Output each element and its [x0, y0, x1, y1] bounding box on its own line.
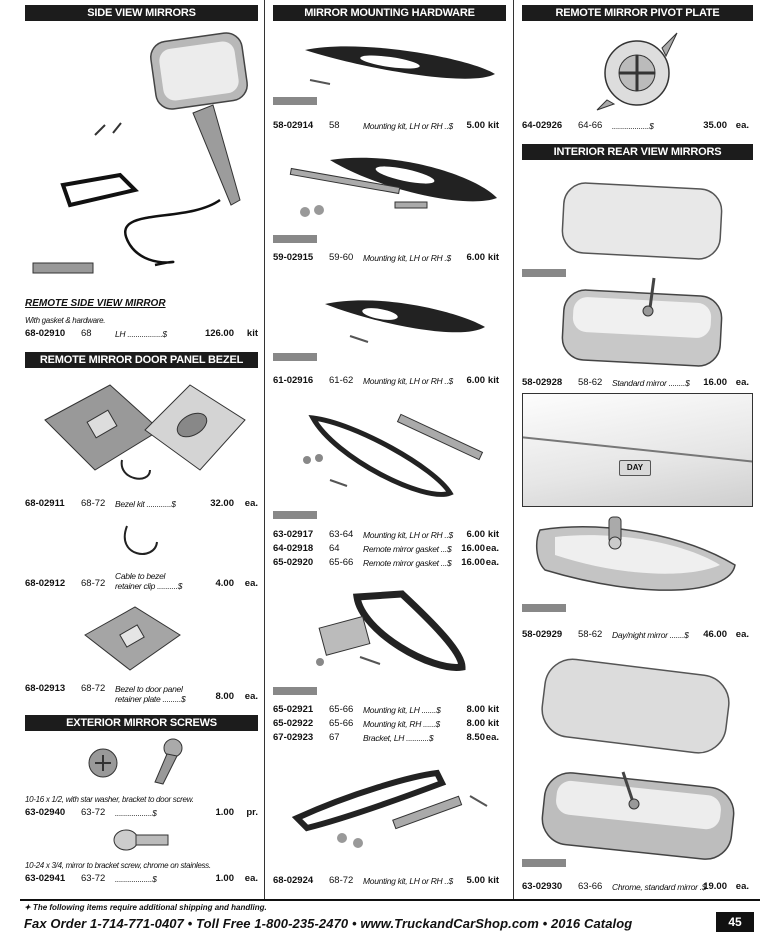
unit: ea.	[735, 377, 749, 388]
part-number: 58-02928	[522, 377, 563, 388]
part-number: 63-02941	[25, 873, 66, 884]
pivot-plate-image	[592, 28, 682, 113]
description: retainer clip ..........$	[115, 581, 183, 591]
description: Cable to bezel	[115, 571, 166, 581]
contact-line: Fax Order 1-714-771-0407 • Toll Free 1-800-235-2470 • www.TruckandCarShop.com • 2016 Catalog	[24, 916, 633, 931]
years: 63-64	[329, 529, 354, 540]
section-header-ext-screws: EXTERIOR MIRROR SCREWS	[25, 715, 258, 731]
chrome-mirror-image	[538, 662, 738, 862]
price: 8.00	[466, 704, 485, 715]
unit: pr.	[246, 807, 258, 818]
years: 65-66	[329, 557, 354, 568]
price: 6.00	[466, 375, 485, 386]
unit: kit	[487, 718, 499, 729]
catalog-row	[25, 683, 258, 707]
unit: ea.	[485, 543, 499, 554]
years: 58-62	[578, 629, 603, 640]
price: 8.00	[215, 691, 234, 702]
maker-logo-icon	[522, 858, 566, 868]
screw-note: 10-16 x 1/2, with star washer, bracket to door screw.	[25, 795, 194, 804]
part-number: 65-02920	[273, 557, 314, 568]
description: Mounting kit, RH ......$	[363, 719, 440, 729]
shipping-note: ✦ The following items require additional shipping and handling.	[24, 903, 267, 912]
remote-side-mirror-image	[25, 25, 258, 285]
description: Mounting kit, LH or RH ..$	[363, 876, 453, 886]
unit: kit	[487, 704, 499, 715]
price: 8.00	[466, 718, 485, 729]
unit: ea.	[485, 557, 499, 568]
mounting-kit-image	[312, 592, 472, 680]
price: 5.00	[466, 875, 485, 886]
unit: ea.	[244, 691, 258, 702]
section-header-side-view: SIDE VIEW MIRRORS	[25, 5, 258, 21]
years: 58-62	[578, 377, 603, 388]
part-number: 68-02913	[25, 683, 66, 694]
years: 63-72	[81, 873, 106, 884]
description: Mounting kit, LH or RH ..$	[363, 530, 453, 540]
unit: ea.	[244, 873, 258, 884]
maker-logo-icon	[522, 268, 566, 278]
part-number: 65-02921	[273, 704, 314, 715]
price: 1.00	[215, 873, 234, 884]
part-number: 63-02930	[522, 881, 563, 892]
standard-mirror-image	[558, 178, 728, 368]
day-night-detail-panel	[522, 393, 753, 507]
part-number: 59-02915	[273, 252, 314, 263]
part-number: 58-02929	[522, 629, 563, 640]
years: 63-72	[81, 807, 106, 818]
description: LH .................$	[115, 329, 167, 339]
part-number: 64-02926	[522, 120, 563, 131]
day-night-tab	[619, 460, 651, 476]
price: 8.50	[466, 732, 485, 743]
price: 6.00	[466, 529, 485, 540]
day-label: DAY	[626, 463, 644, 472]
unit: kit	[487, 252, 499, 263]
years: 65-66	[329, 718, 354, 729]
years: 59-60	[329, 252, 354, 263]
years: 61-62	[329, 375, 354, 386]
years: 68-72	[81, 498, 106, 509]
years: 68-72	[81, 578, 106, 589]
column-divider	[513, 0, 514, 900]
screw-image	[112, 826, 172, 856]
years: 68-72	[81, 683, 106, 694]
description: Mounting kit, LH or RH ..$	[363, 121, 453, 131]
maker-logo-icon	[273, 686, 317, 696]
price: 5.00	[466, 120, 485, 131]
part-number: 68-02911	[25, 498, 65, 509]
description: Chrome, standard mirror .$	[612, 882, 707, 892]
price: 32.00	[210, 498, 234, 509]
price: 126.00	[204, 328, 234, 339]
screw-note: 10-24 x 3/4, mirror to bracket screw, chrome on stainless.	[25, 861, 211, 870]
part-number: 65-02922	[273, 718, 314, 729]
part-number: 68-02924	[273, 875, 314, 886]
retainer-plate-image	[80, 605, 190, 675]
description: Bracket, LH ...........$	[363, 733, 434, 743]
section-header-pivot: REMOTE MIRROR PIVOT PLATE	[522, 5, 753, 21]
side-mirror-note: With gasket & hardware.	[25, 316, 106, 325]
column-divider	[264, 0, 265, 900]
unit: kit	[487, 120, 499, 131]
price: 4.00	[215, 578, 234, 589]
mounting-kit-image	[320, 292, 490, 347]
part-number: 61-02916	[273, 375, 314, 386]
description: Bezel to door panel	[115, 684, 183, 694]
years: 63-66	[578, 881, 603, 892]
description: Mounting kit, LH or RH .$	[363, 253, 451, 263]
years: 68-72	[329, 875, 354, 886]
description: Remote mirror gasket ...$	[363, 544, 452, 554]
years: 67	[329, 732, 340, 743]
mounting-kit-image	[292, 768, 497, 856]
description: Standard mirror ........$	[612, 378, 690, 388]
maker-logo-icon	[273, 510, 317, 520]
description: Mounting kit, LH or RH ..$	[363, 376, 453, 386]
day-night-mirror-image	[535, 515, 740, 607]
price: 1.00	[215, 807, 234, 818]
part-number: 68-02912	[25, 578, 66, 589]
description: Bezel kit ............$	[115, 499, 176, 509]
description: ..................$	[115, 808, 157, 818]
unit: kit	[487, 875, 499, 886]
description: Day/night mirror .......$	[612, 630, 689, 640]
side-mirror-title: REMOTE SIDE VIEW MIRROR	[25, 298, 166, 309]
retainer-clip-image	[115, 522, 165, 562]
maker-logo-icon	[273, 234, 317, 244]
part-number: 68-02910	[25, 328, 66, 339]
years: 58	[329, 120, 340, 131]
page-number: 45	[716, 912, 754, 932]
part-number: 64-02918	[273, 543, 314, 554]
price: 19.00	[703, 881, 727, 892]
price: 6.00	[466, 252, 485, 263]
price: 46.00	[703, 629, 727, 640]
price: 35.00	[703, 120, 727, 131]
description: ..................$	[612, 121, 654, 131]
description: Remote mirror gasket ...$	[363, 558, 452, 568]
unit: ea.	[244, 578, 258, 589]
part-number: 63-02917	[273, 529, 314, 540]
part-number: 58-02914	[273, 120, 314, 131]
unit: kit	[487, 375, 499, 386]
price: 16.00	[461, 543, 485, 554]
mounting-kit-image	[300, 38, 500, 88]
unit: kit	[487, 529, 499, 540]
part-number: 63-02940	[25, 807, 66, 818]
unit: ea.	[735, 120, 749, 131]
unit: ea.	[244, 498, 258, 509]
price: 16.00	[461, 557, 485, 568]
bezel-kit-image	[40, 375, 250, 490]
years: 65-66	[329, 704, 354, 715]
unit: kit	[246, 328, 258, 339]
mounting-kit-image	[285, 150, 500, 225]
maker-logo-icon	[522, 603, 566, 613]
unit: ea.	[735, 629, 749, 640]
description: retainer plate .........$	[115, 694, 186, 704]
unit: ea.	[485, 732, 499, 743]
description: ..................$	[115, 874, 157, 884]
maker-logo-icon	[273, 352, 317, 362]
price: 16.00	[703, 377, 727, 388]
footer-rule	[20, 899, 760, 901]
screw-pair-image	[85, 738, 195, 788]
years: 64-66	[578, 120, 603, 131]
section-header-mounting: MIRROR MOUNTING HARDWARE	[273, 5, 506, 21]
section-header-interior: INTERIOR REAR VIEW MIRRORS	[522, 144, 753, 160]
years: 68	[81, 328, 92, 339]
years: 64	[329, 543, 340, 554]
part-number: 67-02923	[273, 732, 314, 743]
maker-logo-icon	[273, 96, 317, 106]
section-header-door-bezel: REMOTE MIRROR DOOR PANEL BEZEL	[25, 352, 258, 368]
mounting-gasket-image	[295, 408, 495, 503]
unit: ea.	[735, 881, 749, 892]
catalog-row	[25, 570, 258, 594]
description: Mounting kit, LH .......$	[363, 705, 441, 715]
